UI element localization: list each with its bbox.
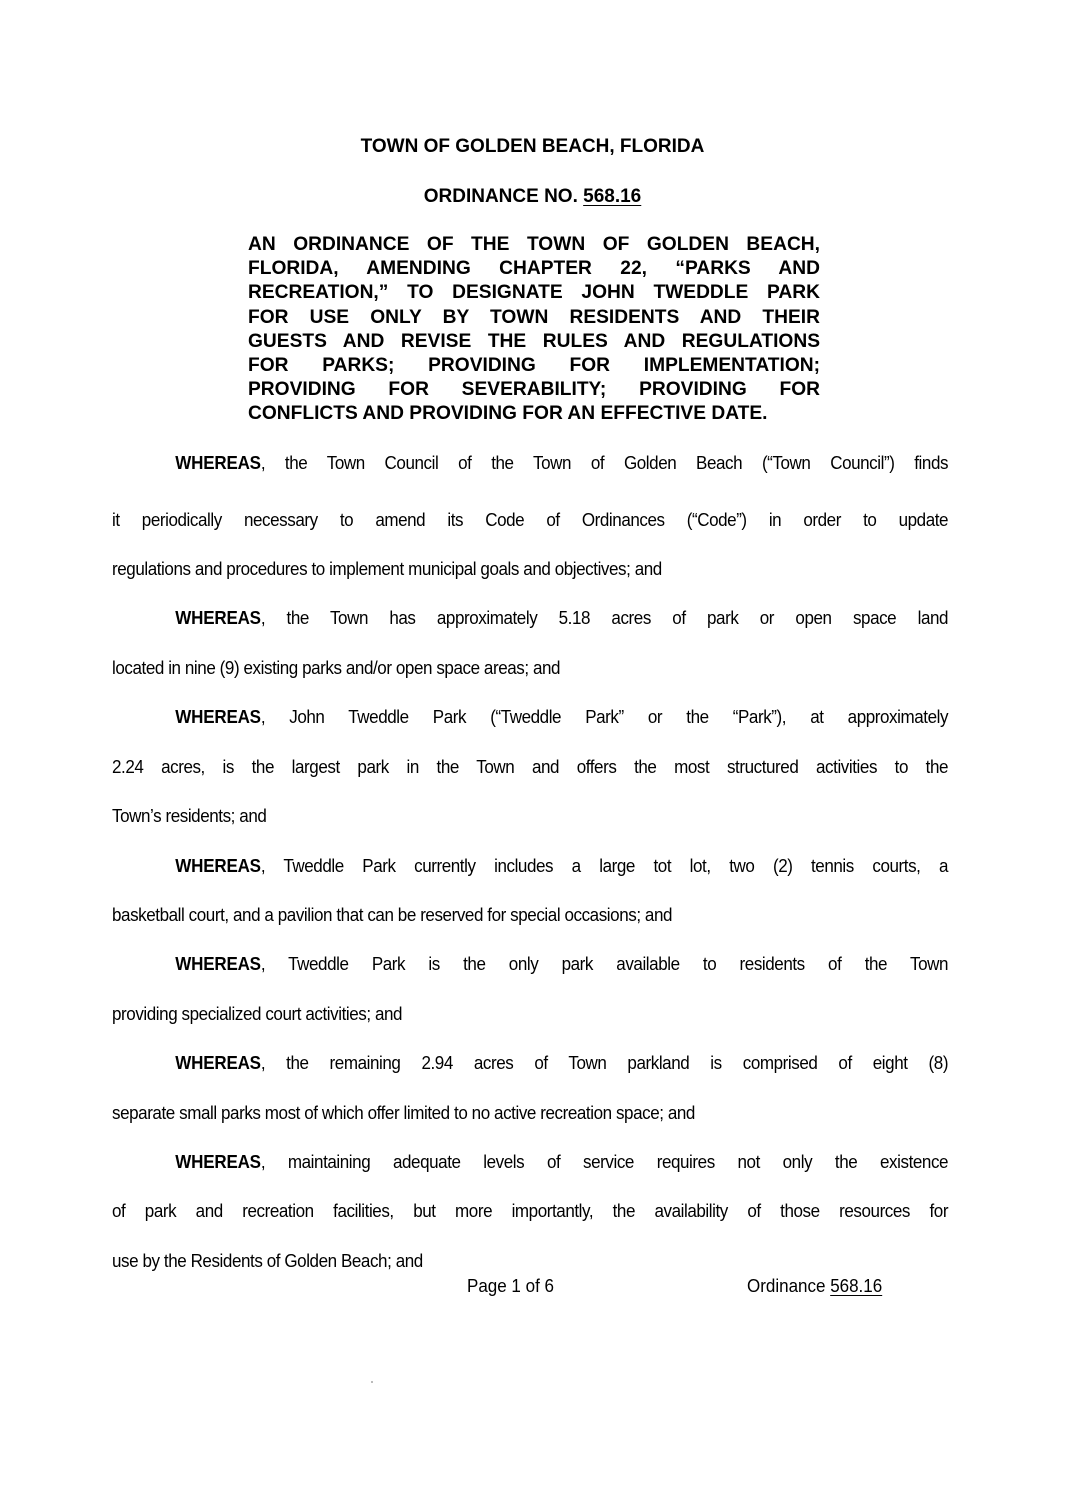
clause-line: 2.24 acres, is the largest park in the Town and offers the most structured activities to the <box>112 756 949 777</box>
whereas-label: WHEREAS <box>175 452 261 473</box>
title-line: CONFLICTS AND PROVIDING FOR AN EFFECTIVE DATE. <box>248 403 768 425</box>
footer-ordinance-number: 568.16 <box>830 1275 883 1296</box>
title-line: FOR USE ONLY BY TOWN RESIDENTS AND THEIR <box>248 306 820 328</box>
scan-speck <box>371 1381 373 1383</box>
clause-line: basketball court, and a pavilion that can be reserved for special occasions; and <box>112 904 673 925</box>
whereas-label: WHEREAS <box>175 607 261 628</box>
title-line: RECREATION,” TO DESIGNATE JOHN TWEDDLE PARK <box>248 282 820 304</box>
clause-line: WHEREAS, the Town has approximately 5.18 acres of park or open space land <box>175 607 949 628</box>
title-line: GUESTS AND REVISE THE RULES AND REGULATIONS <box>248 330 820 352</box>
town-heading: TOWN OF GOLDEN BEACH, FLORIDA <box>360 136 705 157</box>
clause-line: WHEREAS, Tweddle Park currently includes a large tot lot, two (2) tennis courts, a <box>175 855 949 876</box>
clause-line: Town’s residents; and <box>112 805 267 826</box>
clause-line: providing specialized court activities; and <box>112 1003 403 1024</box>
page-number: Page 1 of 6 <box>467 1275 554 1296</box>
clause-line: WHEREAS, the remaining 2.94 acres of Town parkland is comprised of eight (8) <box>175 1052 949 1073</box>
clause-line: WHEREAS, Tweddle Park is the only park available to residents of the Town <box>175 953 949 974</box>
clause-line: WHEREAS, maintaining adequate levels of service requires not only the existence <box>175 1151 949 1172</box>
clause-line: separate small parks most of which offer limited to no active recreation space; and <box>112 1102 695 1123</box>
clause-line: WHEREAS, the Town Council of the Town of Golden Beach (“Town Council”) finds <box>175 452 949 473</box>
footer-ordinance <box>747 1275 882 1297</box>
title-line: PROVIDING FOR SEVERABILITY; PROVIDING FOR <box>248 379 820 401</box>
whereas-label: WHEREAS <box>175 706 261 727</box>
footer-ordinance-label: Ordinance <box>747 1275 826 1296</box>
clause-line: it periodically necessary to amend its Code of Ordinances (“Code”) in order to update <box>112 509 949 530</box>
whereas-label: WHEREAS <box>175 1052 261 1073</box>
ordinance-number: 568.16 <box>583 186 642 207</box>
whereas-label: WHEREAS <box>175 953 261 974</box>
clause-line: regulations and procedures to implement municipal goals and objectives; and <box>112 558 662 579</box>
clause-line: WHEREAS, John Tweddle Park (“Tweddle Park” or the “Park”), at approximately <box>175 706 949 727</box>
ordinance-title <box>248 233 820 427</box>
title-line: FLORIDA, AMENDING CHAPTER 22, “PARKS AND <box>248 258 820 280</box>
whereas-label: WHEREAS <box>175 855 261 876</box>
clause-line: of park and recreation facilities, but more importantly, the availability of those resources for <box>112 1200 949 1221</box>
title-line: AN ORDINANCE OF THE TOWN OF GOLDEN BEACH, <box>248 234 820 255</box>
clause-line: located in nine (9) existing parks and/or open space areas; and <box>112 657 561 678</box>
title-line: FOR PARKS; PROVIDING FOR IMPLEMENTATION; <box>248 355 820 377</box>
whereas-label: WHEREAS <box>175 1151 261 1172</box>
clause-line: use by the Residents of Golden Beach; and <box>112 1250 423 1271</box>
ordinance-heading <box>0 186 1065 208</box>
ordinance-label: ORDINANCE NO. <box>423 186 578 207</box>
